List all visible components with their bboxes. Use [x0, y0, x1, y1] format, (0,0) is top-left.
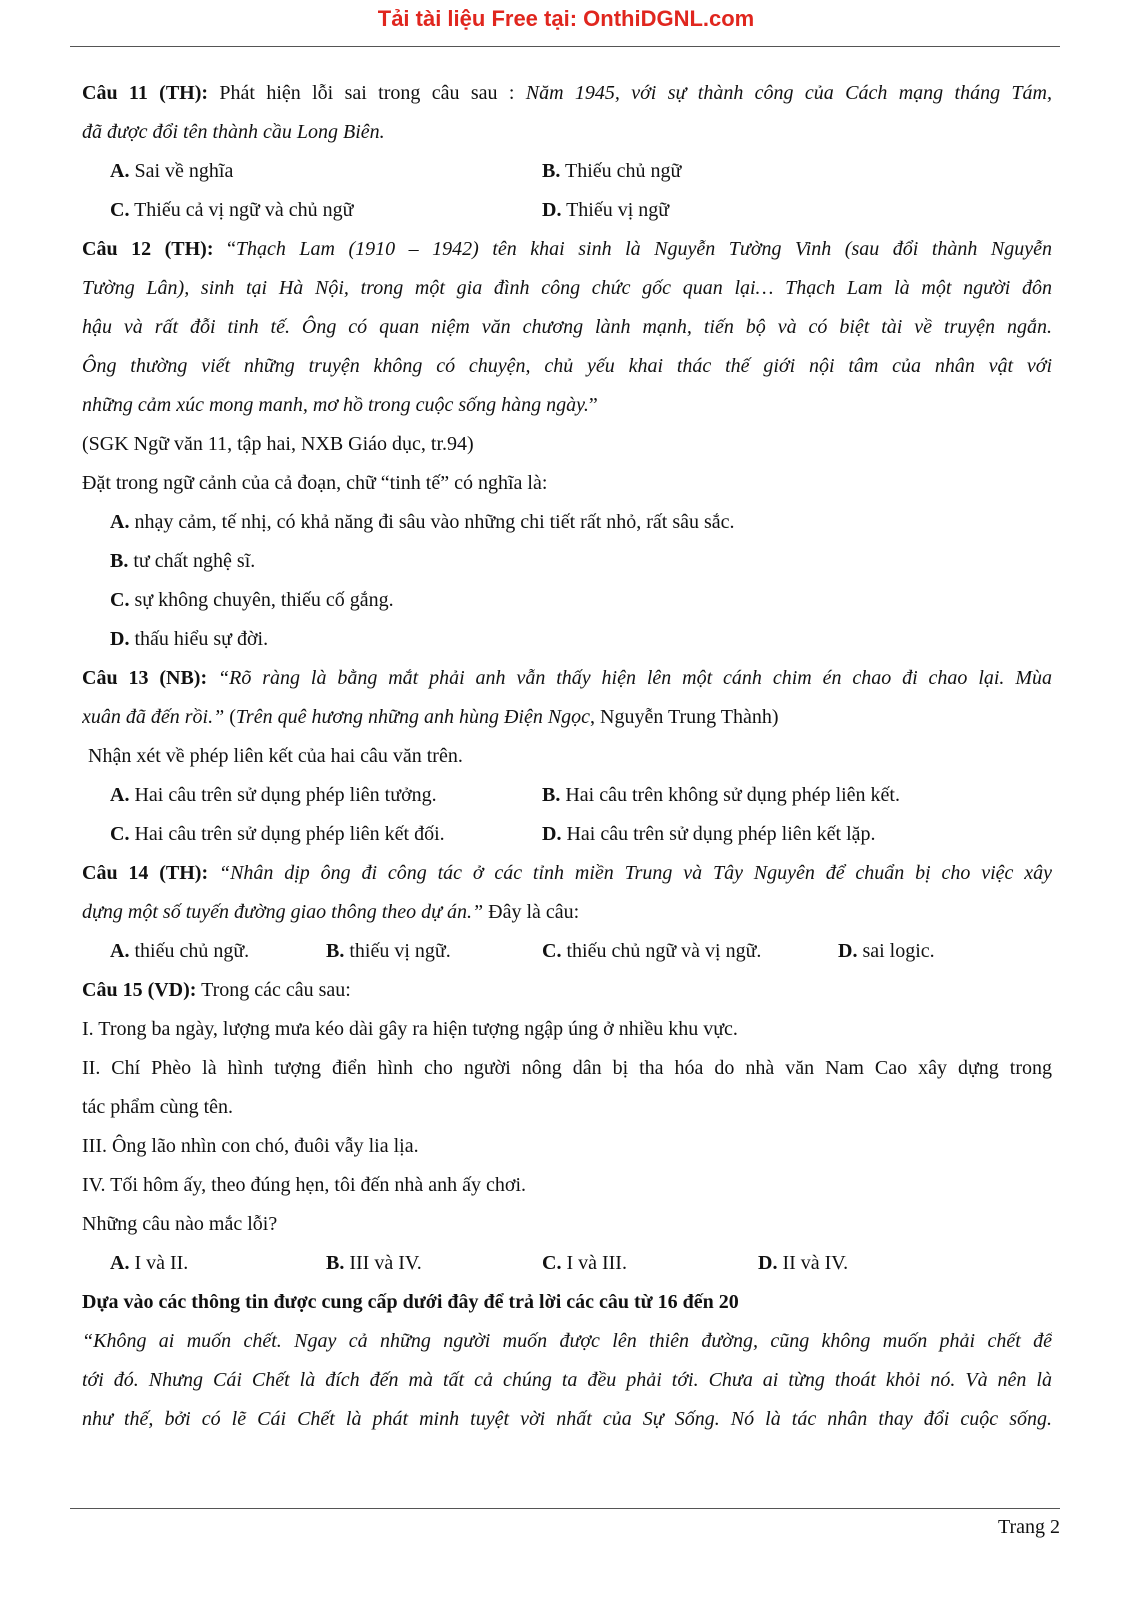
- q11-quote: Năm 1945, với sự thành công của Cách mạng tháng Tám,: [525, 82, 1052, 104]
- q15-option-d: [758, 1244, 958, 1283]
- q13-options-row-1: [82, 776, 1052, 815]
- option-text: sự không chuyên, thiếu cố gắng.: [129, 589, 394, 611]
- option-text: III và IV.: [344, 1252, 422, 1274]
- passage-line-1: [82, 1322, 1052, 1361]
- q12-line-5: [82, 386, 1052, 425]
- q13-question: Nhận xét về phép liên kết của hai câu văn trên.: [88, 745, 463, 767]
- q15-question: Những câu nào mắc lỗi?: [82, 1213, 278, 1235]
- footer-divider: [70, 1508, 1060, 1509]
- option-text: Sai về nghĩa: [129, 160, 234, 182]
- q15-item-1: I. Trong ba ngày, lượng mưa kéo dài gây ra hiện tượng ngập úng ở nhiều khu vực.: [82, 1018, 738, 1040]
- q11-label: Câu 11 (TH):: [82, 82, 209, 104]
- q13-source-open: (: [224, 706, 236, 728]
- page-number: Trang 2: [997, 1516, 1060, 1538]
- q12-open-quote: “: [213, 238, 236, 260]
- option-text: tư chất nghệ sĩ.: [128, 550, 256, 572]
- q15-option-a: [110, 1244, 326, 1283]
- q14-quote: “Nhân dịp ông đi công tác ở các tỉnh miền Trung và Tây Nguyên để chuẩn bị cho việc xây: [208, 862, 1052, 884]
- option-letter: B.: [326, 1252, 345, 1274]
- q14-option-c: [542, 932, 838, 971]
- q11-option-d: [542, 191, 974, 230]
- option-letter: C.: [110, 589, 130, 611]
- option-text: thấu hiểu sự đời.: [129, 628, 269, 650]
- q14-line-1: [82, 854, 1052, 893]
- q12-line-4: [82, 347, 1052, 386]
- q15-item-2: II. Chí Phèo là hình tượng điển hình cho người nông dân bị tha hóa do nhà văn Nam Cao xây dựng trong: [82, 1057, 1052, 1079]
- q12-passage-3: hậu và rất đỗi tinh tế. Ông có quan niệm văn chương lành mạnh, tiến bộ và có biệt tài về truyện ngắn.: [82, 316, 1052, 338]
- q14-line-2: [82, 893, 1052, 932]
- option-text: Hai câu trên không sử dụng phép liên kết.: [560, 784, 900, 806]
- option-text: Hai câu trên sử dụng phép liên kết đối.: [129, 823, 445, 845]
- option-letter: A.: [110, 511, 130, 533]
- q15-prompt: Trong các câu sau:: [196, 979, 351, 1001]
- q13-option-b: [542, 776, 974, 815]
- option-letter: D.: [542, 199, 562, 221]
- option-text: I và II.: [129, 1252, 189, 1274]
- q13-source-title: Trên quê hương những anh hùng Điện Ngọc: [235, 706, 591, 728]
- q14-label: Câu 14 (TH):: [82, 862, 209, 884]
- q12-option-d: [82, 620, 1052, 659]
- q15-options-row: [82, 1244, 1052, 1283]
- q15-line-1: [82, 971, 1052, 1010]
- q12-label: Câu 12 (TH):: [82, 238, 214, 260]
- option-text: I và III.: [561, 1252, 627, 1274]
- q13-quote: “Rõ ràng là bằng mắt phải anh vẫn thấy hiện lên một cánh chim én chao đi chao lại. Mùa: [207, 667, 1052, 689]
- q12-passage-1: Thạch Lam (1910 – 1942) tên khai sinh là Nguyễn Tường Vinh (sau đổi thành Nguyễn: [235, 238, 1052, 260]
- option-letter: D.: [542, 823, 562, 845]
- q14-option-b: [326, 932, 542, 971]
- q11-quote-cont: đã được đổi tên thành cầu Long Biên.: [82, 121, 385, 143]
- q15-option-b: [326, 1244, 542, 1283]
- q12-source: (SGK Ngữ văn 11, tập hai, NXB Giáo dục, tr.94): [82, 433, 474, 455]
- option-letter: C.: [110, 823, 130, 845]
- passage-text: “Không ai muốn chết. Ngay cả những người muốn được lên thiên đường, cũng không muốn phải chết để: [82, 1330, 1052, 1352]
- q13-quote-cont: xuân đã đến rồi.”: [82, 706, 225, 728]
- q12-close-quote: ”: [588, 394, 598, 416]
- q13-label: Câu 13 (NB):: [82, 667, 208, 689]
- q12-option-a: [82, 503, 1052, 542]
- option-text: II và IV.: [777, 1252, 849, 1274]
- q13-source-author: , Nguyễn Trung Thành): [590, 706, 779, 728]
- q11-options-row-1: [82, 152, 1052, 191]
- q11-option-c: [110, 191, 542, 230]
- section-heading-text: Dựa vào các thông tin được cung cấp dưới đây để trả lời các câu từ 16 đến 20: [82, 1291, 739, 1313]
- option-text: thiếu chủ ngữ và vị ngữ.: [561, 940, 762, 962]
- q12-line-2: [82, 269, 1052, 308]
- q13-line-2: [82, 698, 1052, 737]
- option-text: Thiếu vị ngữ: [561, 199, 670, 221]
- option-letter: D.: [758, 1252, 778, 1274]
- header-divider: [70, 46, 1060, 47]
- q12-passage-4: Ông thường viết những truyện không có chuyện, chủ yếu khai thác thế giới nội tâm của nhân vật với: [82, 355, 1052, 377]
- q11-option-b: [542, 152, 974, 191]
- option-letter: B.: [326, 940, 345, 962]
- q15-item-2-cont: tác phẩm cùng tên.: [82, 1096, 234, 1118]
- q12-passage-5: những cảm xúc mong manh, mơ hồ trong cuộc sống hàng ngày.: [82, 394, 589, 416]
- q14-option-a: [110, 932, 326, 971]
- passage-line-3: [82, 1400, 1052, 1439]
- q11-prompt: Phát hiện lỗi sai trong câu sau :: [208, 82, 526, 104]
- section-heading: [82, 1283, 1052, 1322]
- q11-line-2: [82, 113, 1052, 152]
- option-text: sai logic.: [857, 940, 935, 962]
- option-letter: D.: [838, 940, 858, 962]
- q12-option-b: [82, 542, 1052, 581]
- q14-option-d: [838, 932, 1038, 971]
- q12-option-c: [82, 581, 1052, 620]
- option-letter: A.: [110, 940, 130, 962]
- q12-line-3: [82, 308, 1052, 347]
- option-letter: D.: [110, 628, 130, 650]
- q14-options-row: [82, 932, 1052, 971]
- q12-line-1: [82, 230, 1052, 269]
- q13-options-row-2: [82, 815, 1052, 854]
- option-letter: B.: [542, 160, 561, 182]
- q13-option-c: [110, 815, 542, 854]
- q12-passage-2: Tường Lân), sinh tại Hà Nội, trong một gia đình công chức gốc quan lại… Thạch Lam là một người đôn: [82, 277, 1052, 299]
- q13-option-d: [542, 815, 974, 854]
- option-text: Thiếu cả vị ngữ và chủ ngữ: [129, 199, 354, 221]
- q14-quote-cont: dựng một số tuyến đường giao thông theo dự án.”: [82, 901, 484, 923]
- option-letter: C.: [542, 1252, 562, 1274]
- q15-item-3: III. Ông lão nhìn con chó, đuôi vẫy lia lịa.: [82, 1135, 419, 1157]
- option-text: nhạy cảm, tế nhị, có khả năng đi sâu vào những chi tiết rất nhỏ, rất sâu sắc.: [129, 511, 735, 533]
- option-text: Thiếu chủ ngữ: [560, 160, 682, 182]
- q11-option-a: [110, 152, 542, 191]
- site-banner: Tải tài liệu Free tại: OnthiDGNL.com: [377, 6, 755, 31]
- option-letter: A.: [110, 160, 130, 182]
- passage-line-2: [82, 1361, 1052, 1400]
- option-letter: A.: [110, 1252, 130, 1274]
- option-letter: B.: [542, 784, 561, 806]
- q13-option-a: [110, 776, 542, 815]
- q15-item-4: IV. Tối hôm ấy, theo đúng hẹn, tôi đến nhà anh ấy chơi.: [82, 1174, 527, 1196]
- q12-question: Đặt trong ngữ cảnh của cả đoạn, chữ “tinh tế” có nghĩa là:: [82, 472, 548, 494]
- option-letter: B.: [110, 550, 129, 572]
- option-letter: A.: [110, 784, 130, 806]
- passage-text: như thế, bởi có lẽ Cái Chết là phát minh tuyệt vời nhất của Sự Sống. Nó là tác nhân thay đổi cuộc sống.: [82, 1408, 1052, 1430]
- q13-line-1: [82, 659, 1052, 698]
- document-body: [82, 74, 1052, 1439]
- option-text: Hai câu trên sử dụng phép liên kết lặp.: [561, 823, 876, 845]
- passage-text: tới đó. Nhưng Cái Chết là đích đến mà tất cả chúng ta đều phải tới. Chưa ai từng thoát khỏi nó. Và nên là: [82, 1369, 1052, 1391]
- q11-line-1: [82, 74, 1052, 113]
- option-text: thiếu vị ngữ.: [344, 940, 451, 962]
- option-letter: C.: [110, 199, 130, 221]
- q11-options-row-2: [82, 191, 1052, 230]
- q14-tail: Đây là câu:: [483, 901, 580, 923]
- option-text: Hai câu trên sử dụng phép liên tưởng.: [129, 784, 437, 806]
- option-text: thiếu chủ ngữ.: [129, 940, 250, 962]
- q15-option-c: [542, 1244, 758, 1283]
- option-letter: C.: [542, 940, 562, 962]
- q15-label: Câu 15 (VD):: [82, 979, 197, 1001]
